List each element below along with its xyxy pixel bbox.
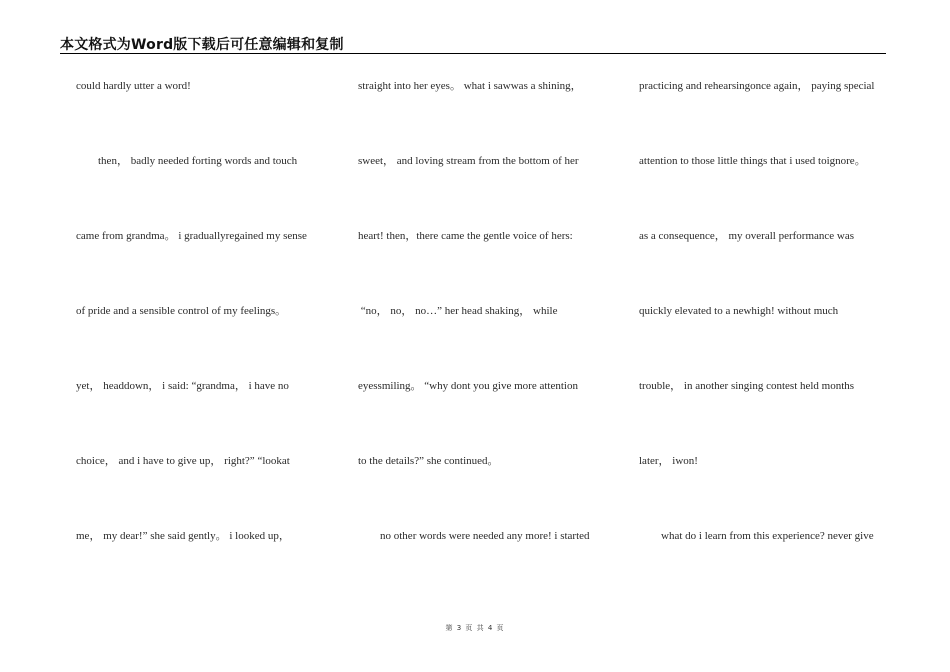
page-number-footer: 第 3 页 共 4 页 bbox=[445, 624, 505, 632]
text-column-3 bbox=[639, 0, 894, 560]
text-line: quickly elevated to a newhigh! without much bbox=[639, 305, 839, 317]
text-line: me， my dear!” she said gently。 i looked up， bbox=[76, 530, 290, 542]
text-line: could hardly utter a word! bbox=[76, 80, 191, 92]
text-line: to the details?” she continued。 bbox=[358, 455, 499, 467]
text-line: later， iwon! bbox=[639, 455, 698, 467]
text-column-1 bbox=[76, 0, 326, 560]
text-line: trouble， in another singing contest held months bbox=[639, 380, 855, 392]
text-column-2 bbox=[358, 0, 608, 560]
text-line: heart! then，there came the gentle voice of hers: bbox=[358, 230, 573, 242]
text-line: of pride and a sensible control of my feelings。 bbox=[76, 305, 287, 317]
text-line: straight into her eyes。 what i sawwas a shining， bbox=[358, 80, 582, 92]
text-line: eyessmiling。 “why dont you give more attention bbox=[358, 380, 578, 392]
text-line: then， badly needed forting words and touch bbox=[76, 155, 298, 167]
text-line: came from grandma。 i graduallyregained my sense bbox=[76, 230, 307, 242]
text-line: “no， no， no…” her head shaking， while bbox=[358, 305, 558, 317]
text-line: what do i learn from this experience? never give bbox=[639, 530, 874, 542]
text-line: sweet， and loving stream from the bottom of her bbox=[358, 155, 579, 167]
text-line: choice， and i have to give up， right?” “lookat bbox=[76, 455, 290, 467]
document-header-title: 本文格式为Word版下载后可任意编辑和复制 bbox=[60, 37, 344, 53]
text-line: as a consequence， my overall performance was bbox=[639, 230, 855, 242]
text-line: attention to those little things that i used toignore。 bbox=[639, 155, 866, 167]
text-line: no other words were needed any more! i started bbox=[358, 530, 590, 542]
text-line: yet， headdown， i said: “grandma， i have no bbox=[76, 380, 289, 392]
text-line: practicing and rehearsingonce again， paying special bbox=[639, 80, 875, 92]
